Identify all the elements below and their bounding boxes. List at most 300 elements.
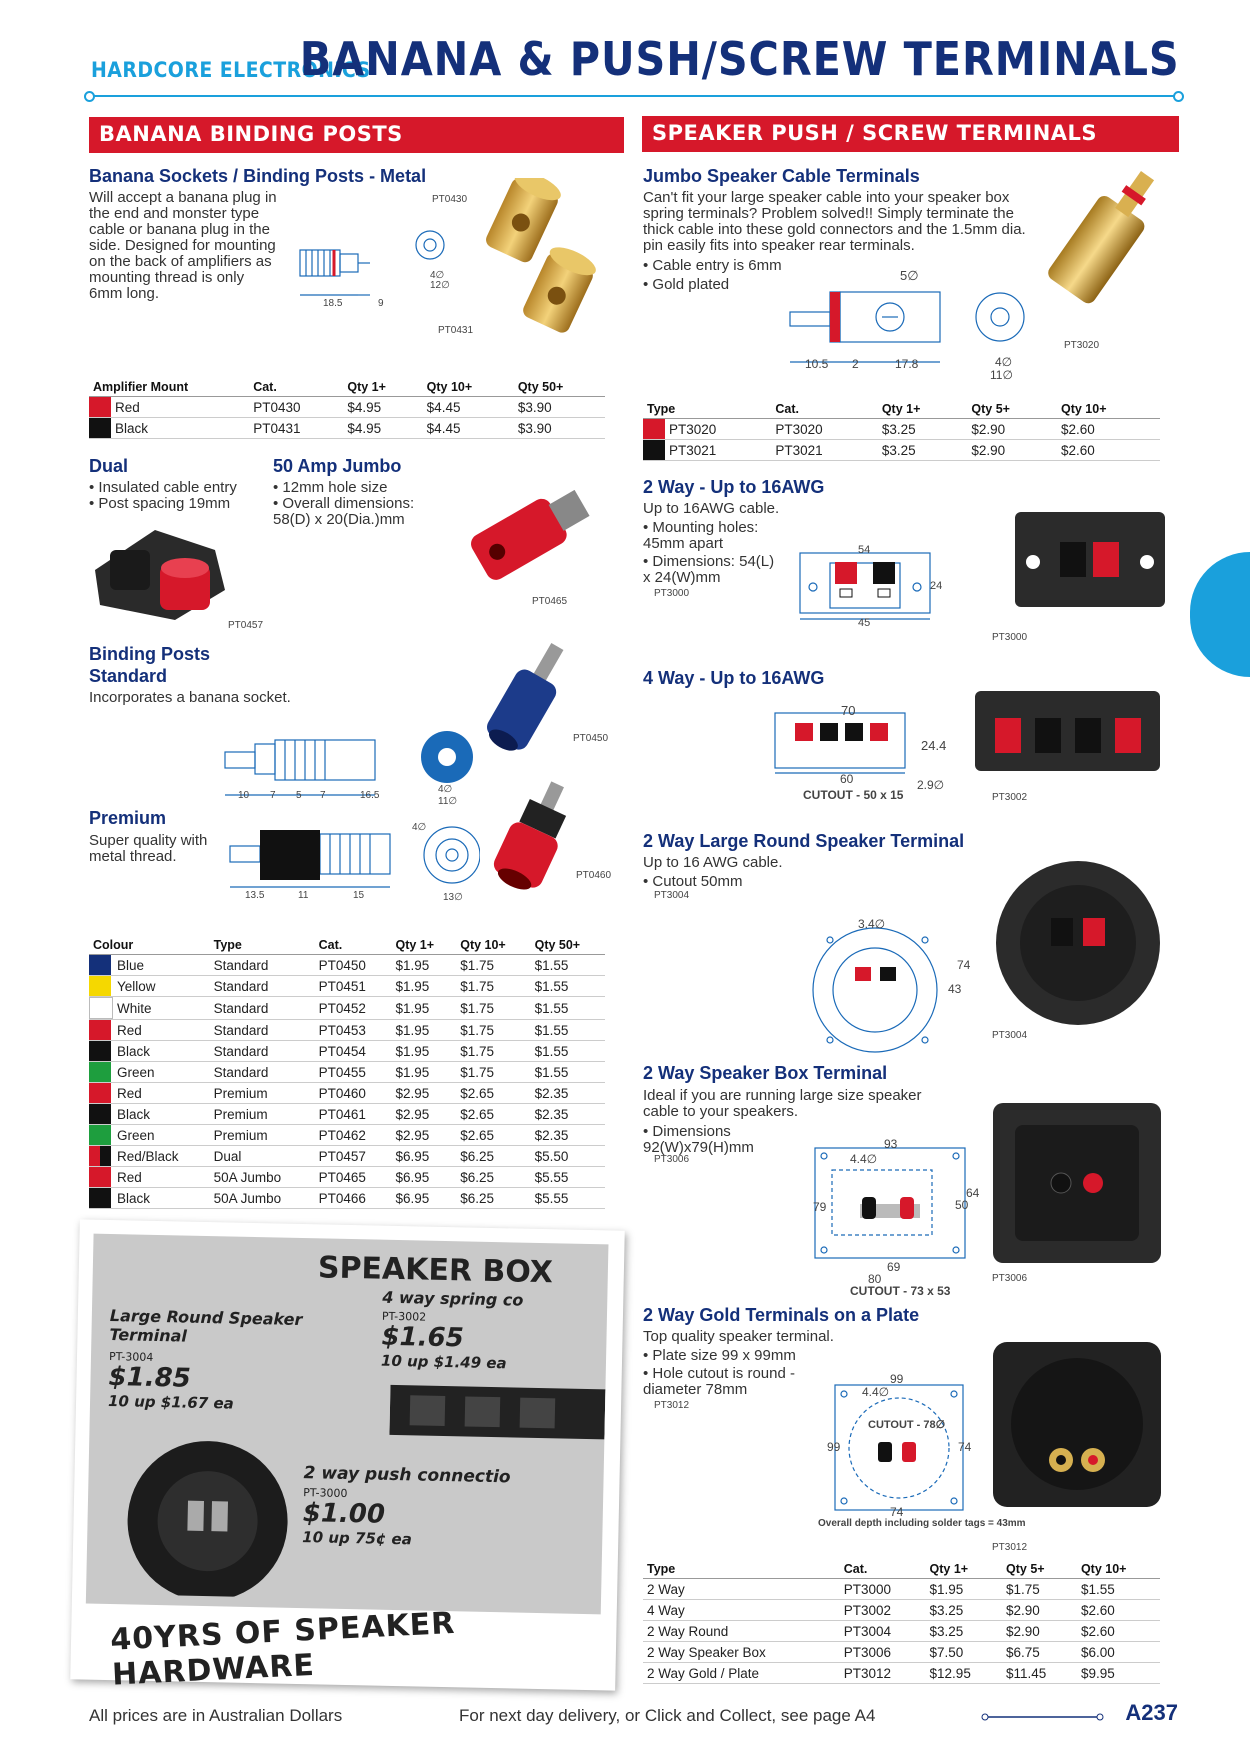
table-cell: 2 Way Round (643, 1621, 840, 1642)
table-cell: $1.75 (1002, 1579, 1077, 1600)
dual-post-photo (85, 510, 245, 630)
product-bullets-2way (643, 520, 783, 586)
2way-photo (1015, 512, 1165, 612)
product-desc-standard: Incorporates a banana socket. (89, 689, 291, 706)
table-cell: Premium (210, 1083, 315, 1104)
table-cell: Red (113, 1020, 210, 1041)
table-cell: $2.90 (1002, 1621, 1077, 1642)
dim: 2.9∅ (917, 778, 945, 792)
table-row (89, 1041, 605, 1062)
color-swatch (89, 976, 113, 997)
table-cell: 50A Jumbo (210, 1167, 315, 1188)
bullet: • Gold plated (643, 277, 782, 293)
table-row (89, 976, 605, 997)
product-title-box: 2 Way Speaker Box Terminal (643, 1063, 888, 1083)
section-bar-speaker: SPEAKER PUSH / SCREW TERMINALS (642, 116, 1179, 152)
table-row (89, 1146, 605, 1167)
premium-post-diagram (220, 822, 480, 897)
table-row (89, 955, 605, 976)
product-title-jumbo: 50 Amp Jumbo (273, 456, 402, 476)
code-pt0431: PT0431 (438, 325, 474, 336)
product-bullets-round (643, 874, 742, 890)
table-cell: $6.95 (392, 1188, 457, 1209)
amp-mount-table (89, 378, 605, 439)
product-title-jumbo-cable: Jumbo Speaker Cable Terminals (643, 166, 920, 186)
table-cell: PT0452 (315, 997, 392, 1020)
clip-round-image (106, 1429, 309, 1598)
table-cell: $2.90 (1002, 1600, 1077, 1621)
table-cell: PT0454 (315, 1041, 392, 1062)
swatch-fill (89, 418, 111, 438)
col-header: Qty 50+ (531, 936, 605, 955)
dim: 50 (955, 1198, 969, 1212)
dim: 7 (270, 790, 276, 801)
color-swatch (89, 1188, 113, 1209)
bullet: • Dimensions 92(W)x79(H)mm (643, 1124, 783, 1156)
col-header: Qty 1+ (392, 936, 457, 955)
table-cell: $1.55 (531, 1020, 605, 1041)
swatch-fill (89, 1167, 111, 1187)
code-pt0457: PT0457 (228, 620, 264, 631)
table-cell: PT0465 (315, 1167, 392, 1188)
table-cell: $2.95 (392, 1104, 457, 1125)
4way-photo (975, 683, 1165, 783)
table-cell: $2.95 (392, 1125, 457, 1146)
bullet: • Cable entry is 6mm (643, 258, 782, 274)
dim: 69 (887, 1260, 901, 1274)
table-row (89, 1125, 605, 1146)
binding-posts-table (89, 936, 605, 1209)
dim-12: 12∅ (430, 280, 450, 291)
product-bullets-box (643, 1124, 783, 1156)
table-cell: $5.55 (531, 1167, 605, 1188)
table-cell: Red (111, 397, 249, 418)
table-cell: 4 Way (643, 1600, 840, 1621)
swatch-fill (89, 955, 111, 975)
dim: 24 (930, 580, 943, 592)
dim: 79 (813, 1200, 827, 1214)
dim: 4∅ (438, 784, 453, 795)
table-cell: $12.95 (926, 1663, 1002, 1684)
table-row (89, 397, 605, 418)
table-cell: Blue (113, 955, 210, 976)
color-swatch (89, 1167, 113, 1188)
product-title-standard: Standard (89, 666, 168, 686)
table-cell: $1.95 (392, 1041, 457, 1062)
dim: 54 (858, 544, 871, 556)
clip-code3: PT-3000 (303, 1486, 348, 1501)
code-pt3004: PT3004 (992, 1030, 1028, 1041)
table-cell: PT3000 (840, 1579, 926, 1600)
table-cell: $1.75 (456, 1020, 530, 1041)
table-cell: Yellow (113, 976, 210, 997)
table-row (643, 1621, 1160, 1642)
bullet: • Cutout 50mm (643, 874, 742, 890)
dim: 13.5 (245, 890, 265, 901)
table-cell: Standard (210, 976, 315, 997)
table-row (89, 1104, 605, 1125)
dim: 4.4∅ (850, 1152, 878, 1166)
table-cell: 2 Way (643, 1579, 840, 1600)
code-pt3004-inline: PT3004 (654, 890, 690, 901)
clipping-photo (86, 1234, 609, 1615)
terminals-table (643, 1560, 1160, 1684)
table-row (89, 997, 605, 1020)
product-title-binding: Binding Posts (89, 644, 210, 664)
table-cell: $2.90 (967, 440, 1057, 461)
dim: 99 (827, 1440, 841, 1454)
code-pt3006: PT3006 (992, 1273, 1028, 1284)
code-pt3012-inline: PT3012 (654, 1400, 690, 1411)
table-cell: PT3020 (771, 419, 877, 440)
table-cell: $3.25 (926, 1600, 1002, 1621)
code-pt3006-inline: PT3006 (654, 1154, 690, 1165)
table-cell: $1.55 (531, 1062, 605, 1083)
vintage-clipping (70, 1219, 625, 1693)
table-cell: $1.75 (456, 997, 530, 1020)
table-cell: $2.60 (1057, 440, 1160, 461)
table-cell: Standard (210, 997, 315, 1020)
product-bullets-jumbo-cable (643, 258, 782, 293)
table-cell: $1.95 (392, 1020, 457, 1041)
code-pt0450: PT0450 (573, 733, 609, 744)
dim: CUTOUT - 73 x 53 (850, 1284, 951, 1298)
table-cell: PT0460 (315, 1083, 392, 1104)
dim: 70 (841, 703, 856, 718)
col-header: Qty 5+ (1002, 1560, 1077, 1579)
footer-delivery-note: For next day delivery, or Click and Collect, see page A4 (459, 1706, 876, 1725)
dim-9: 9 (378, 298, 384, 309)
dim: 24.4 (921, 738, 947, 753)
table-cell: $6.25 (456, 1188, 530, 1209)
product-desc-premium: Super quality with metal thread. (89, 832, 208, 865)
table-cell: $1.75 (456, 1041, 530, 1062)
table-cell: PT3020 (665, 419, 771, 440)
table-cell: Green (113, 1062, 210, 1083)
dim: 17.8 (895, 357, 919, 371)
table-cell: Premium (210, 1104, 315, 1125)
dim: CUTOUT - 50 x 15 (803, 788, 904, 802)
col-header: Cat. (249, 378, 343, 397)
table-cell: $1.55 (531, 955, 605, 976)
metal-post-diagram (290, 210, 460, 310)
gold-diagram (830, 1380, 970, 1515)
table-cell: $6.75 (1002, 1642, 1077, 1663)
dim: 3.4∅ (858, 917, 886, 931)
dim: 10 (238, 790, 250, 801)
clip-price1: $1.65 (381, 1321, 465, 1354)
table-cell: $1.55 (531, 1041, 605, 1062)
table-cell: Premium (210, 1125, 315, 1146)
table-cell: White (113, 997, 210, 1020)
table-cell: PT0462 (315, 1125, 392, 1146)
product-desc-box: Ideal if you are running large size speaker cable to your speakers. (643, 1087, 922, 1120)
table-cell: PT3002 (840, 1600, 926, 1621)
red-post-photo (485, 780, 585, 900)
table-cell: $2.65 (456, 1104, 530, 1125)
table-cell: $6.25 (456, 1146, 530, 1167)
page-title: BANANA & PUSH/SCREW TERMINALS (300, 32, 1180, 86)
table-cell: Black (113, 1041, 210, 1062)
col-header: Colour (89, 936, 210, 955)
table-cell: PT0451 (315, 976, 392, 997)
col-header: Qty 1+ (343, 378, 422, 397)
code-pt0460: PT0460 (576, 870, 612, 881)
table-cell: $6.00 (1077, 1642, 1160, 1663)
table-cell: $6.95 (392, 1146, 457, 1167)
table-cell: Red (113, 1167, 210, 1188)
col-header: Amplifier Mount (89, 378, 249, 397)
table-cell: $5.55 (531, 1188, 605, 1209)
product-desc-metal: Will accept a banana plug in the end and monster type cable or banana plug in the side. Designed for mounting on the back of amplifiers as mounting thread is only 6mm long. (89, 189, 277, 302)
color-swatch (89, 1020, 113, 1041)
table-cell: $1.55 (1077, 1579, 1160, 1600)
table-cell: $4.45 (423, 418, 514, 439)
product-bullets-gold (643, 1348, 818, 1398)
table-cell: $2.90 (967, 419, 1057, 440)
table-cell: $1.95 (392, 955, 457, 976)
product-desc-round: Up to 16 AWG cable. (643, 854, 783, 871)
table-cell: Standard (210, 955, 315, 976)
table-cell: $11.45 (1002, 1663, 1077, 1684)
dim: 74 (890, 1505, 904, 1519)
swatch-fill (89, 1146, 111, 1166)
table-cell: $3.90 (514, 418, 605, 439)
bullet: • Dimensions: 54(L) x 24(W)mm (643, 554, 783, 586)
color-swatch (89, 1104, 113, 1125)
table-cell: Dual (210, 1146, 315, 1167)
col-header: Type (643, 1560, 840, 1579)
table-cell: $6.25 (456, 1167, 530, 1188)
gold-terminal-photo (1030, 160, 1170, 320)
product-desc-gold: Top quality speaker terminal. (643, 1328, 834, 1345)
clip-item2: Large Round Speaker Terminal (109, 1305, 303, 1346)
dim: Overall depth including solder tags = 43mm (818, 1518, 1026, 1529)
table-cell: PT0457 (315, 1146, 392, 1167)
col-header: Qty 10+ (423, 378, 514, 397)
swatch-fill (89, 397, 111, 417)
swatch-fill (89, 1125, 111, 1145)
table-cell: PT0455 (315, 1062, 392, 1083)
dim: 11 (298, 890, 309, 901)
table-cell: $1.55 (531, 976, 605, 997)
round-diagram (810, 920, 960, 1070)
table-cell: PT3012 (840, 1663, 926, 1684)
table-row (89, 1188, 605, 1209)
table-cell: Green (113, 1125, 210, 1146)
code-pt3002: PT3002 (992, 792, 1028, 803)
table-row (89, 1167, 605, 1188)
bullet: • Mounting holes: 45mm apart (643, 520, 783, 552)
col-header: Qty 1+ (878, 400, 968, 419)
dim: 64 (966, 1186, 980, 1200)
table-cell: $1.75 (456, 1062, 530, 1083)
clip-heading: SPEAKER BOX (317, 1250, 554, 1291)
table-row (643, 440, 1160, 461)
table-cell: $3.25 (878, 419, 968, 440)
table-cell: $2.60 (1057, 419, 1160, 440)
code-pt0465: PT0465 (532, 596, 568, 607)
table-cell: Red/Black (113, 1146, 210, 1167)
table-cell: PT0430 (249, 397, 343, 418)
clip-4way-image (389, 1380, 605, 1444)
clip-up3: 10 up 75¢ ea (302, 1528, 413, 1549)
table-cell: $4.45 (423, 397, 514, 418)
dim: 13∅ (443, 892, 463, 903)
product-bullets-dual (89, 480, 237, 512)
bullet: • Overall dimensions: 58(D) x 20(Dia.)mm (273, 496, 443, 528)
swatch-fill (89, 1020, 111, 1040)
table-cell: $2.35 (531, 1125, 605, 1146)
color-swatch (89, 1146, 113, 1167)
table-cell: $2.60 (1077, 1600, 1160, 1621)
page-number: A237 (1125, 1700, 1178, 1725)
product-bullets-jumbo (273, 480, 443, 528)
col-header: Type (643, 400, 771, 419)
product-title-gold: 2 Way Gold Terminals on a Plate (643, 1305, 920, 1325)
brand-name: HARDCORE ELECTRONICS (91, 58, 371, 82)
dim: 4∅ (412, 822, 427, 833)
table-cell: Standard (210, 1020, 315, 1041)
2way-diagram (795, 545, 945, 625)
product-title-2way: 2 Way - Up to 16AWG (643, 477, 825, 497)
bullet: • Post spacing 19mm (89, 496, 237, 512)
clip-up2: 10 up $1.67 ea (107, 1391, 234, 1413)
table-cell: $3.90 (514, 397, 605, 418)
table-cell: $5.50 (531, 1146, 605, 1167)
table-cell: PT0461 (315, 1104, 392, 1125)
table-cell: $2.35 (531, 1104, 605, 1125)
color-swatch (89, 397, 111, 418)
blue-post-photo (485, 635, 575, 765)
table-cell: $1.75 (456, 955, 530, 976)
dim: 60 (840, 772, 854, 786)
table-cell: PT0431 (249, 418, 343, 439)
table-cell: $2.35 (531, 1083, 605, 1104)
swatch-fill (643, 440, 665, 460)
table-cell: Black (111, 418, 249, 439)
table-cell: $1.95 (392, 1062, 457, 1083)
dim: 7 (320, 790, 326, 801)
clip-code1: PT-3002 (381, 1309, 427, 1324)
header-rule (90, 95, 1178, 97)
table-cell: Red (113, 1083, 210, 1104)
dim: 5 (296, 790, 302, 801)
table-cell: $1.55 (531, 997, 605, 1020)
color-swatch (89, 997, 113, 1020)
round-photo (993, 858, 1163, 1028)
bullet: • Insulated cable entry (89, 480, 237, 496)
product-desc-jumbo-cable: Can't fit your large speaker cable into your speaker box spring terminals? Problem solved!! Simply terminate the thick cable into these gold connectors and the 1.5mm dia. pin easily fits into speaker rear terminals. (643, 189, 1026, 254)
bullet: • Plate size 99 x 99mm (643, 1348, 818, 1364)
swatch-fill (89, 1083, 111, 1103)
table-row (643, 1579, 1160, 1600)
dim: 74 (957, 958, 971, 972)
table-cell: $2.60 (1077, 1621, 1160, 1642)
table-cell: $4.95 (343, 418, 422, 439)
col-header: Cat. (840, 1560, 926, 1579)
table-cell: $6.95 (392, 1167, 457, 1188)
table-row (89, 418, 605, 439)
dim: 93 (884, 1137, 898, 1151)
product-desc-2way: Up to 16AWG cable. (643, 500, 780, 517)
dim: 80 (868, 1272, 882, 1286)
color-swatch (89, 1083, 113, 1104)
code-pt3000: PT3000 (992, 632, 1028, 643)
swatch-fill (89, 1104, 111, 1124)
section-tab[interactable] (1190, 552, 1250, 677)
table-cell: Black (113, 1188, 210, 1209)
swatch-fill (643, 419, 665, 439)
col-header: Qty 5+ (967, 400, 1057, 419)
table-cell: PT3004 (840, 1621, 926, 1642)
metal-post-photo (478, 178, 608, 348)
product-title-round: 2 Way Large Round Speaker Terminal (643, 831, 965, 851)
table-row (89, 1020, 605, 1041)
table-cell: $1.95 (392, 997, 457, 1020)
table-row (643, 1663, 1160, 1684)
swatch-fill (89, 1041, 111, 1061)
color-swatch (89, 955, 113, 976)
table-row (643, 419, 1160, 440)
table-row (643, 1642, 1160, 1663)
table-cell: PT3006 (840, 1642, 926, 1663)
dim: 5∅ (900, 268, 919, 283)
col-header: Qty 10+ (1057, 400, 1160, 419)
color-swatch (89, 418, 111, 439)
table-cell: 50A Jumbo (210, 1188, 315, 1209)
clip-price2: $1.85 (108, 1361, 192, 1394)
dim-18-5: 18.5 (323, 298, 343, 309)
jumbo-post-photo (450, 465, 600, 595)
color-swatch (643, 440, 665, 461)
clip-price3: $1.00 (302, 1498, 386, 1530)
clip-sub: 4 way spring co (382, 1287, 524, 1310)
table-row (89, 1062, 605, 1083)
table-cell: $1.95 (392, 976, 457, 997)
clip-code2: PT-3004 (108, 1349, 154, 1364)
dim: 11∅ (438, 796, 458, 807)
clip-up1: 10 up $1.49 ea (380, 1351, 507, 1373)
col-header: Qty 10+ (1077, 1560, 1160, 1579)
color-swatch (643, 419, 665, 440)
table-cell: $1.95 (926, 1579, 1002, 1600)
table-cell: PT3021 (665, 440, 771, 461)
col-header: Qty 50+ (514, 378, 605, 397)
swatch-fill (89, 1062, 111, 1082)
table-cell: Black (113, 1104, 210, 1125)
code-pt3012: PT3012 (992, 1542, 1028, 1553)
product-title-premium: Premium (89, 808, 167, 828)
section-bar-banana: BANANA BINDING POSTS (89, 117, 624, 153)
jumbo-cable-table (643, 400, 1160, 461)
table-cell: 2 Way Speaker Box (643, 1642, 840, 1663)
table-cell: 2 Way Gold / Plate (643, 1663, 840, 1684)
table-cell: Standard (210, 1041, 315, 1062)
table-cell: PT3021 (771, 440, 877, 461)
product-title-metal: Banana Sockets / Binding Posts - Metal (89, 166, 427, 186)
dim: 10.5 (805, 357, 829, 371)
gold-plate-photo (993, 1342, 1163, 1512)
dim: 4∅ (995, 355, 1013, 369)
product-title-dual: Dual (89, 456, 129, 476)
code-pt0430: PT0430 (432, 194, 468, 205)
bullet: • Hole cutout is round - diameter 78mm (643, 1366, 818, 1398)
table-cell: PT0450 (315, 955, 392, 976)
box-diagram (810, 1140, 970, 1270)
table-cell: $3.25 (878, 440, 968, 461)
code-pt3000-inline: PT3000 (654, 588, 690, 599)
